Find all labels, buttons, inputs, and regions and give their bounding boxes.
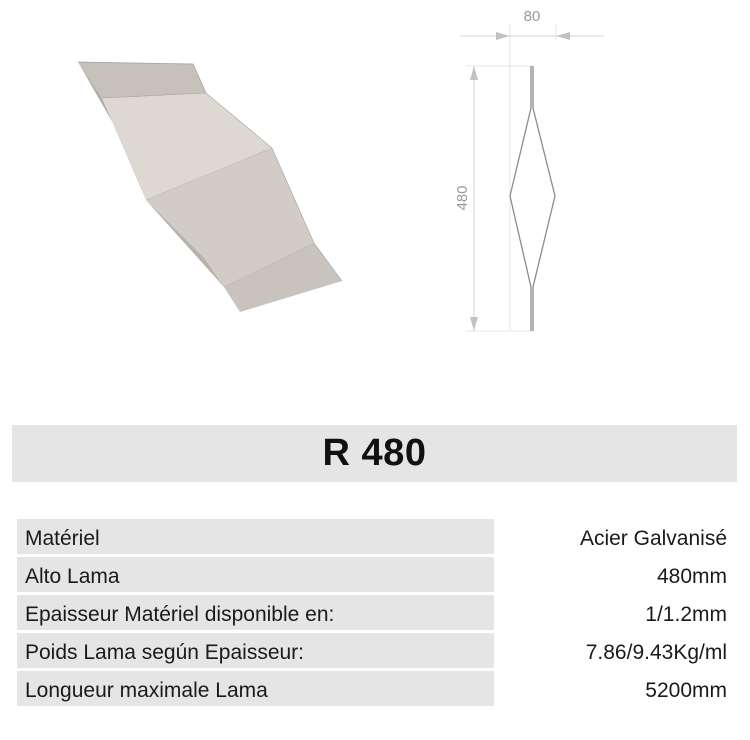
spec-row bbox=[17, 633, 727, 668]
product-title: R 480 bbox=[322, 432, 427, 474]
spec-label: Poids Lama según Epaisseur: bbox=[25, 641, 304, 664]
width-dimension-label: 80 bbox=[523, 8, 541, 25]
spec-label: Epaisseur Matériel disponible en: bbox=[25, 603, 335, 626]
spec-row bbox=[17, 519, 727, 554]
blade-3d-render bbox=[78, 62, 342, 312]
spec-label: Alto Lama bbox=[25, 565, 120, 588]
height-dimension-label: 480 bbox=[454, 185, 471, 211]
spec-label: Longueur maximale Lama bbox=[25, 679, 268, 702]
spec-value: Acier Galvanisé bbox=[579, 527, 727, 550]
product-title-bar bbox=[12, 425, 737, 482]
spec-value: 7.86/9.43Kg/ml bbox=[585, 641, 727, 664]
spec-row bbox=[17, 671, 727, 706]
spec-value: 5200mm bbox=[645, 679, 727, 702]
spec-table bbox=[17, 519, 727, 709]
spec-value: 480mm bbox=[656, 565, 727, 588]
spec-row bbox=[17, 557, 727, 592]
spec-label: Matériel bbox=[25, 527, 100, 550]
spec-row bbox=[17, 595, 727, 630]
profile-drawing bbox=[454, 8, 604, 331]
spec-value: 1/1.2mm bbox=[645, 603, 727, 626]
